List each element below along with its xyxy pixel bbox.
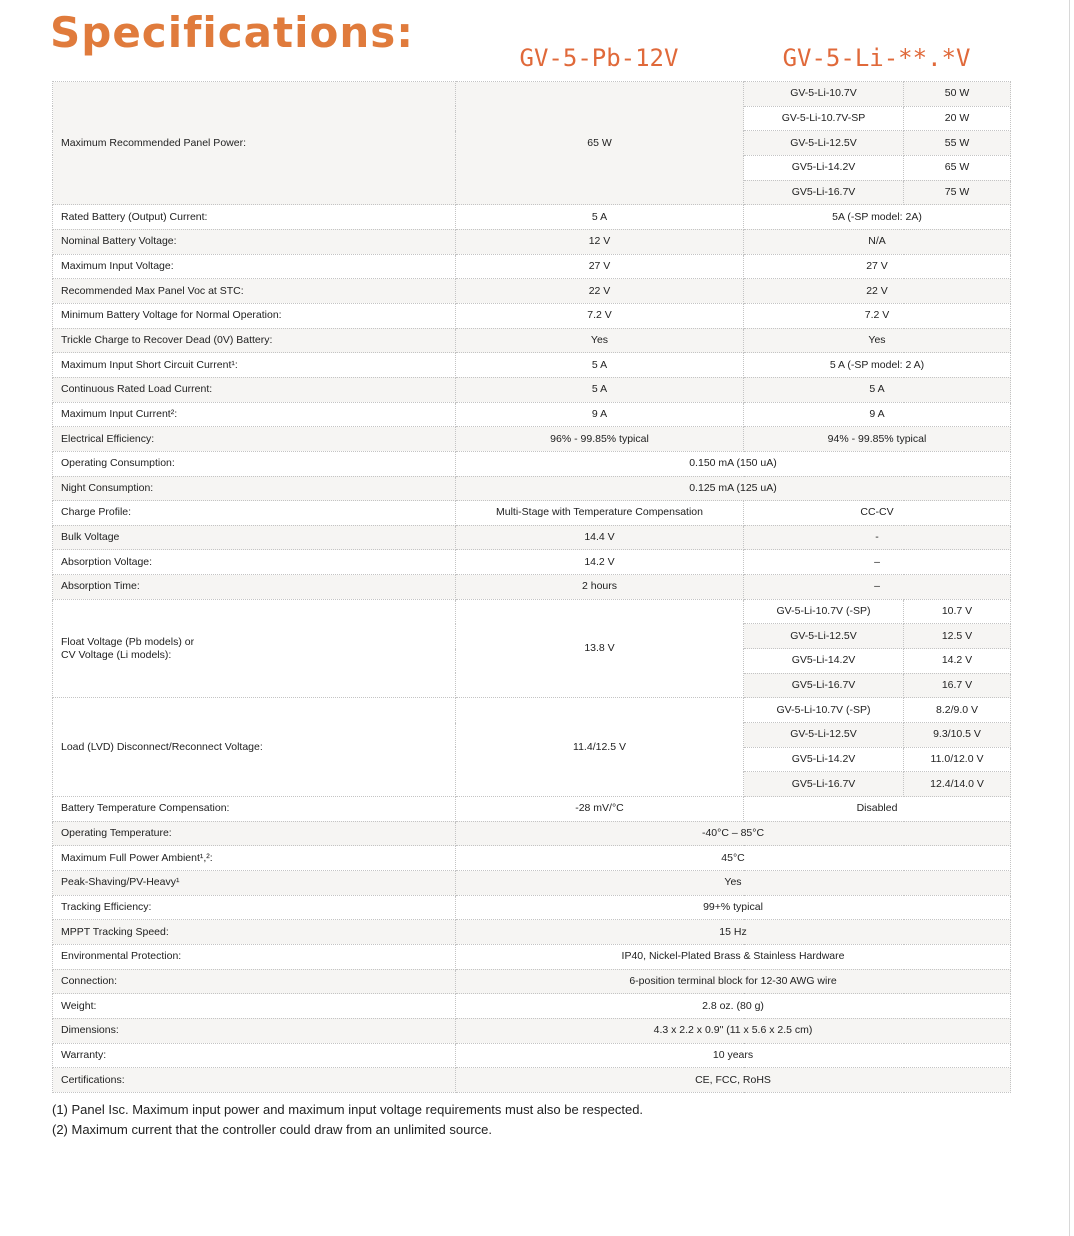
spec-row <box>53 895 1011 920</box>
spec-row <box>53 550 1011 575</box>
spec-label: Continuous Rated Load Current: <box>53 377 456 402</box>
spec-value-pb: -28 mV/°C <box>456 797 744 822</box>
spec-row <box>53 451 1011 476</box>
li-model: GV5-Li-14.2V <box>744 155 904 180</box>
spec-row <box>53 920 1011 945</box>
spec-label: Battery Temperature Compensation: <box>53 797 456 822</box>
spec-row <box>53 821 1011 846</box>
spec-value-all: -40°C – 85°C <box>456 821 1011 846</box>
li-model: GV-5-Li-12.5V <box>744 723 904 748</box>
spec-label: Recommended Max Panel Voc at STC: <box>53 279 456 304</box>
spec-row <box>53 871 1011 896</box>
spec-value-pb: 2 hours <box>456 575 744 600</box>
spec-label: Certifications: <box>53 1068 456 1093</box>
spec-value-all: 0.125 mA (125 uA) <box>456 476 1011 501</box>
spec-row <box>53 205 1011 230</box>
spec-value-li: 7.2 V <box>744 303 1011 328</box>
spec-value-pb: 5 A <box>456 353 744 378</box>
spec-value-all: 0.150 mA (150 uA) <box>456 451 1011 476</box>
spec-value-all: IP40, Nickel-Plated Brass & Stainless Hardware <box>456 944 1011 969</box>
spec-value-pb: 14.2 V <box>456 550 744 575</box>
spec-row <box>53 846 1011 871</box>
spec-value-pb: 12 V <box>456 229 744 254</box>
spec-row <box>53 279 1011 304</box>
spec-value-all: 4.3 x 2.2 x 0.9" (11 x 5.6 x 2.5 cm) <box>456 1018 1011 1043</box>
spec-label: Charge Profile: <box>53 501 456 526</box>
spec-value-li: 5 A (-SP model: 2 A) <box>744 353 1011 378</box>
spec-label: Operating Consumption: <box>53 451 456 476</box>
specifications-table <box>52 81 1011 1093</box>
spec-value-li: 9 A <box>744 402 1011 427</box>
footnote-2: (2) Maximum current that the controller could draw from an unlimited source. <box>52 1122 493 1137</box>
spec-value-pb: 5 A <box>456 377 744 402</box>
spec-value-li: 27 V <box>744 254 1011 279</box>
spec-value-all: 2.8 oz. (80 g) <box>456 994 1011 1019</box>
page-edge-divider <box>1069 0 1070 1236</box>
spec-row <box>53 797 1011 822</box>
column-header-li: GV-5-Li-**.*V <box>782 44 971 72</box>
spec-row <box>53 1018 1011 1043</box>
spec-row <box>53 501 1011 526</box>
li-model: GV-5-Li-10.7V (-SP) <box>744 599 904 624</box>
spec-label: Minimum Battery Voltage for Normal Operation: <box>53 303 456 328</box>
spec-label: Warranty: <box>53 1043 456 1068</box>
spec-label: Bulk Voltage <box>53 525 456 550</box>
spec-label: Nominal Battery Voltage: <box>53 229 456 254</box>
spec-label: Night Consumption: <box>53 476 456 501</box>
li-model-value: 12.5 V <box>904 624 1011 649</box>
spec-row <box>53 229 1011 254</box>
spec-value-li: CC-CV <box>744 501 1011 526</box>
spec-row <box>53 969 1011 994</box>
spec-label: Maximum Input Voltage: <box>53 254 456 279</box>
spec-value-all: 99+% typical <box>456 895 1011 920</box>
spec-value-pb: 7.2 V <box>456 303 744 328</box>
column-header-pb: GV-5-Pb-12V <box>519 44 679 72</box>
li-model-value: 55 W <box>904 131 1011 156</box>
li-model-value: 9.3/10.5 V <box>904 723 1011 748</box>
spec-label: Weight: <box>53 994 456 1019</box>
li-model: GV-5-Li-10.7V <box>744 82 904 107</box>
spec-value-pb: 9 A <box>456 402 744 427</box>
spec-value-all: 15 Hz <box>456 920 1011 945</box>
li-model-value: 50 W <box>904 82 1011 107</box>
li-model: GV5-Li-16.7V <box>744 673 904 698</box>
li-model-value: 65 W <box>904 155 1011 180</box>
spec-label: Operating Temperature: <box>53 821 456 846</box>
spec-row <box>53 525 1011 550</box>
footnote-1: (1) Panel Isc. Maximum input power and maximum input voltage requirements must also be respected. <box>52 1102 644 1117</box>
spec-row <box>53 377 1011 402</box>
spec-row <box>53 1043 1011 1068</box>
spec-label: Tracking Efficiency: <box>53 895 456 920</box>
spec-label: Maximum Input Current²: <box>53 402 456 427</box>
li-model: GV-5-Li-10.7V-SP <box>744 106 904 131</box>
li-model-value: 8.2/9.0 V <box>904 698 1011 723</box>
spec-row <box>53 1068 1011 1093</box>
spec-row <box>53 427 1011 452</box>
spec-label: Peak-Shaving/PV-Heavy¹ <box>53 871 456 896</box>
spec-row <box>53 599 1011 624</box>
spec-label: Environmental Protection: <box>53 944 456 969</box>
spec-value-pb: 96% - 99.85% typical <box>456 427 744 452</box>
spec-label: Trickle Charge to Recover Dead (0V) Battery: <box>53 328 456 353</box>
li-model: GV-5-Li-10.7V (-SP) <box>744 698 904 723</box>
spec-value-pb: Yes <box>456 328 744 353</box>
spec-label: Absorption Time: <box>53 575 456 600</box>
spec-row <box>53 254 1011 279</box>
li-model: GV-5-Li-12.5V <box>744 624 904 649</box>
page-title: Specifications: <box>50 8 415 57</box>
spec-row <box>53 303 1011 328</box>
li-model: GV-5-Li-12.5V <box>744 131 904 156</box>
li-model-value: 75 W <box>904 180 1011 205</box>
spec-value-li: – <box>744 550 1011 575</box>
li-model-value: 10.7 V <box>904 599 1011 624</box>
spec-value-all: 10 years <box>456 1043 1011 1068</box>
li-model-value: 14.2 V <box>904 649 1011 674</box>
spec-row <box>53 944 1011 969</box>
spec-label: Absorption Voltage: <box>53 550 456 575</box>
spec-value-li: 22 V <box>744 279 1011 304</box>
li-model: GV5-Li-16.7V <box>744 180 904 205</box>
spec-value-pb: 65 W <box>456 82 744 205</box>
li-model-value: 20 W <box>904 106 1011 131</box>
spec-value-li: Yes <box>744 328 1011 353</box>
spec-label: Maximum Recommended Panel Power: <box>53 82 456 205</box>
spec-row <box>53 353 1011 378</box>
spec-row <box>53 82 1011 107</box>
spec-value-li: Disabled <box>744 797 1011 822</box>
li-model-value: 11.0/12.0 V <box>904 747 1011 772</box>
spec-value-li: 5A (-SP model: 2A) <box>744 205 1011 230</box>
spec-value-pb: 11.4/12.5 V <box>456 698 744 797</box>
spec-value-all: CE, FCC, RoHS <box>456 1068 1011 1093</box>
spec-value-li: – <box>744 575 1011 600</box>
spec-row <box>53 994 1011 1019</box>
li-model: GV5-Li-14.2V <box>744 649 904 674</box>
spec-value-li: N/A <box>744 229 1011 254</box>
spec-label: Load (LVD) Disconnect/Reconnect Voltage: <box>53 698 456 797</box>
spec-label: Rated Battery (Output) Current: <box>53 205 456 230</box>
spec-value-li: - <box>744 525 1011 550</box>
spec-value-pb: 22 V <box>456 279 744 304</box>
spec-row <box>53 575 1011 600</box>
spec-label: MPPT Tracking Speed: <box>53 920 456 945</box>
spec-row <box>53 328 1011 353</box>
spec-row <box>53 476 1011 501</box>
spec-label: Maximum Input Short Circuit Current¹: <box>53 353 456 378</box>
spec-label: Maximum Full Power Ambient¹,²: <box>53 846 456 871</box>
spec-value-pb: 13.8 V <box>456 599 744 698</box>
spec-value-pb: 5 A <box>456 205 744 230</box>
spec-row <box>53 698 1011 723</box>
li-model: GV5-Li-16.7V <box>744 772 904 797</box>
spec-value-pb: Multi-Stage with Temperature Compensation <box>456 501 744 526</box>
spec-value-all: 6-position terminal block for 12-30 AWG wire <box>456 969 1011 994</box>
spec-value-pb: 14.4 V <box>456 525 744 550</box>
spec-value-li: 5 A <box>744 377 1011 402</box>
spec-value-all: Yes <box>456 871 1011 896</box>
spec-label: Float Voltage (Pb models) or CV Voltage (Li models): <box>53 599 456 698</box>
spec-value-li: 94% - 99.85% typical <box>744 427 1011 452</box>
spec-label: Electrical Efficiency: <box>53 427 456 452</box>
spec-label: Dimensions: <box>53 1018 456 1043</box>
spec-value-pb: 27 V <box>456 254 744 279</box>
li-model: GV5-Li-14.2V <box>744 747 904 772</box>
spec-row <box>53 402 1011 427</box>
spec-label: Connection: <box>53 969 456 994</box>
li-model-value: 12.4/14.0 V <box>904 772 1011 797</box>
li-model-value: 16.7 V <box>904 673 1011 698</box>
spec-value-all: 45°C <box>456 846 1011 871</box>
